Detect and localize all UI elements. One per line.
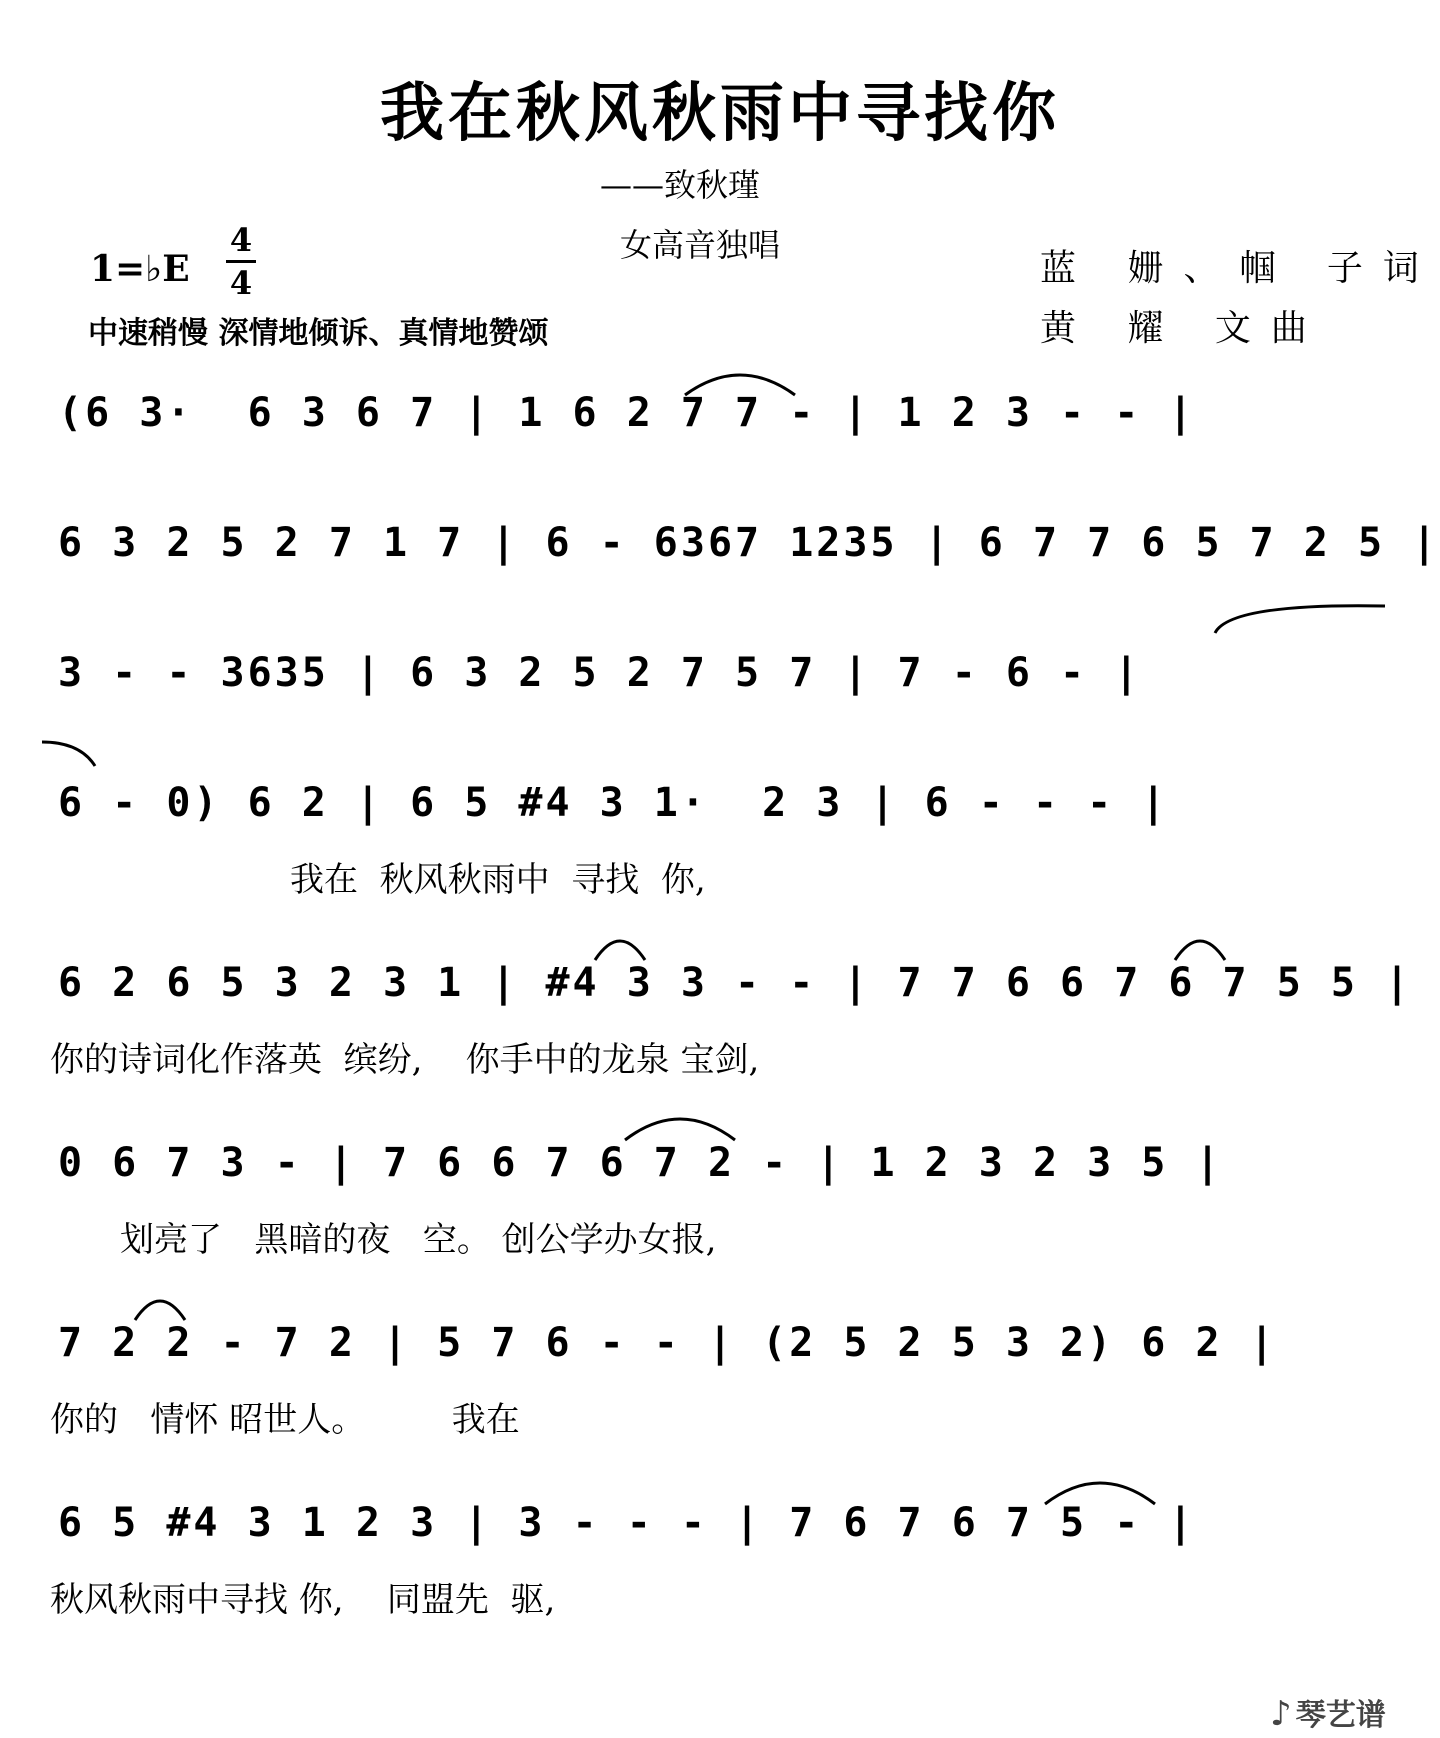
time-signature-top: 4	[229, 221, 253, 259]
slur-mark	[1040, 1468, 1160, 1508]
slur-mark	[620, 1104, 740, 1144]
notation-line: 6 3 2 5 2 7 1 7 | 6 - 6367 1235 | 6 7 7 6 5 7 2 5 |	[58, 520, 1440, 566]
lyrics-line: 你的诗词化作落英 缤纷, 你手中的龙泉 宝剑,	[50, 1040, 760, 1080]
slur-mark	[1210, 598, 1390, 638]
tempo-marking: 中速稍慢 深情地倾诉、真情地赞颂	[88, 316, 549, 351]
slur-mark	[1170, 928, 1230, 964]
key-signature: 1=♭E	[90, 248, 190, 290]
time-signature	[226, 222, 256, 301]
notation-line: 0 6 7 3 - | 7 6 6 7 6 7 2 - | 1 2 3 2 3 5 |	[58, 1140, 1223, 1186]
lyrics-line: 秋风秋雨中寻找 你, 同盟先 驱,	[50, 1580, 556, 1620]
lyrics-line: 我在 秋风秋雨中 寻找 你,	[290, 860, 706, 900]
lyricist-credit: 蓝 姗、帼 子词	[1040, 248, 1439, 289]
song-title: 我在秋风秋雨中寻找你	[380, 76, 1060, 151]
lyrics-line: 划亮了 黑暗的夜 空。 创公学办女报,	[120, 1220, 717, 1260]
logo-icon: ♪	[1270, 1694, 1292, 1734]
time-signature-bottom: 4	[229, 264, 253, 302]
slur-mark	[590, 928, 650, 964]
notation-line: 6 2 6 5 3 2 3 1 | #4 3 3 - - | 7 7 6 6 7 6 7 5 5 |	[58, 960, 1413, 1006]
slur-mark	[680, 360, 800, 400]
slur-mark	[40, 736, 100, 776]
notation-line: 7 2 2 - 7 2 | 5 7 6 - - | (2 5 2 5 3 2) 6 2 |	[58, 1320, 1277, 1366]
notation-line: 6 - 0) 6 2 | 6 5 #4 3 1· 2 3 | 6 - - - |	[58, 780, 1169, 826]
lyrics-line: 你的 情怀 昭世人。 我在	[50, 1400, 520, 1440]
notation-line: (6 3· 6 3 6 7 | 1 6 2 7 7 - | 1 2 3 - - |	[58, 390, 1196, 436]
song-subtitle: ——致秋瑾	[600, 166, 761, 204]
slur-mark	[130, 1288, 190, 1324]
composer-credit: 黄 耀 文曲	[1040, 308, 1327, 349]
notation-line: 3 - - 3635 | 6 3 2 5 2 7 5 7 | 7 - 6 - |	[58, 650, 1142, 696]
notation-line: 6 5 #4 3 1 2 3 | 3 - - - | 7 6 7 6 7 5 - |	[58, 1500, 1196, 1546]
performance-type: 女高音独唱	[620, 226, 781, 264]
site-watermark: ♪ 琴艺谱	[1270, 1694, 1386, 1734]
